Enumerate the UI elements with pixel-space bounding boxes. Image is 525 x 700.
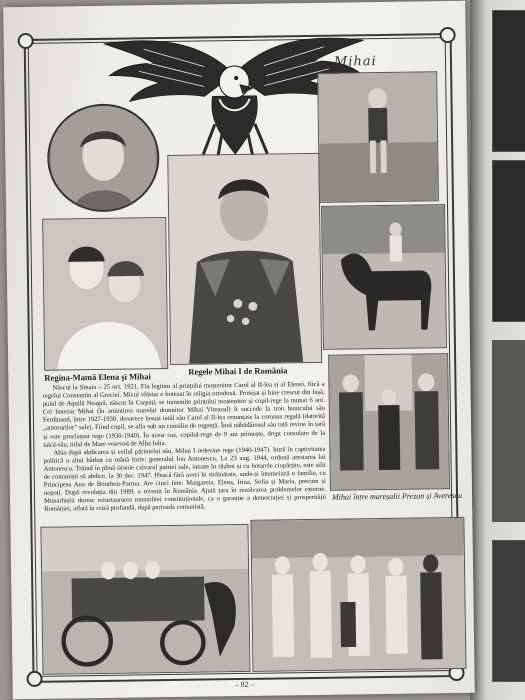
border-ornament: [440, 27, 456, 43]
adjacent-photo: [492, 540, 525, 682]
photo-mihai-with-marshals: [328, 353, 450, 491]
signature: Mihai: [333, 54, 377, 70]
caption-king: Regele Mihai I de România: [188, 365, 288, 377]
photo-crowd-procession: [250, 517, 466, 672]
photo-marshals-image: [329, 354, 449, 490]
photo-king-mihai: [167, 153, 322, 365]
child-portrait: [49, 105, 158, 210]
photo-queen-mother-and-mihai: [42, 217, 168, 371]
photo-royal-carriage: [40, 524, 250, 675]
magazine-page: [3, 1, 475, 699]
photo-crowd-image: [251, 518, 465, 671]
caption-queen-mother: Regina-Mamă Elena și Mihai: [44, 371, 151, 383]
adjacent-photo: [492, 10, 525, 152]
biography-paragraph: Abia după abdicarea și exilul părintelui său, Mihai I redevine rege (1940-1947). Intră în captivitatea politică a altui bărbat cu mână forte: generalul Ion Antonescu. La 23 aug. 1944, ordonă arestarea lui Antonescu. Trăind în plină tiranie calvarul patriei sale, intrate în război și cu hotarele ciopârțite, este silit de comuniști să abdice, la 30 dec. 1947. Pleacă fără averi în străinătate, unde-și întemeiază o familie, cu Principesa Ana de Bourbon-Parma. Are cinci fete: Margareta, Elena, Irina, Sofia și Maria, precum și nepoți. După revoluția din 1989, a revenit în România. Ajută țara în rezolvarea problemelor externe. Monarhiștii doresc reinstaurarea monarhiei constituționale, ca o garanție a democrației și prosperității României, aflată în criză profundă, după perioada comunistă.: [43, 445, 327, 514]
adjacent-photo: [492, 160, 525, 322]
photo-king-mihai-image: [168, 154, 321, 364]
photo-boy-at-sea: [317, 71, 439, 203]
border-ornament: [26, 671, 42, 687]
photo-queen-mother-image: [43, 218, 167, 370]
photo-rider-on-horse: [321, 204, 447, 350]
photo-carriage-image: [41, 525, 249, 674]
page-number: – 82 –: [234, 679, 255, 690]
adjacent-photo: [492, 340, 525, 522]
photo-rider-image: [322, 205, 446, 349]
caption-marshals: Mihai între mareșalii Prezan și Averescu: [332, 490, 463, 502]
biography-paragraph: Născut la Sinaia – 25 oct. 1921. Fiu legitim al prințului moștenitor Carol al II-lea și al Elenei, fiică a regelui Constantin al Greciei. Micul vlăstar e botezat în religia ortodoxă. Protejat și bine crescut din fașă, puiul de Aquilă Neagră, născut în Carpați, se transmite prințului moștenitor și copil-rege la numai 6 ani. Cel botezat Mihai (în amintirea marelui domnitor Mihai Viteazul) îi succede la tron bunicului său Ferdinand, între 1927-1930, deoarece însuși tatăl său Carol al II-lea renunțase la coroana regală (datorită „amorurilor” sale). Fiind copil, se afla sub un consiliu de regență. Însă năbădăiosul său tată revine în țară și este proclamat rege (1930-1940). În acest caz, copilul-rege de 9 ani primește, drept consolare de la taică-său, titlul de Mare voievod de Alba Iulia.: [42, 380, 326, 449]
photo-boy-at-sea-image: [318, 72, 438, 202]
adjacent-page: [470, 0, 525, 700]
biography-text: [42, 381, 326, 514]
